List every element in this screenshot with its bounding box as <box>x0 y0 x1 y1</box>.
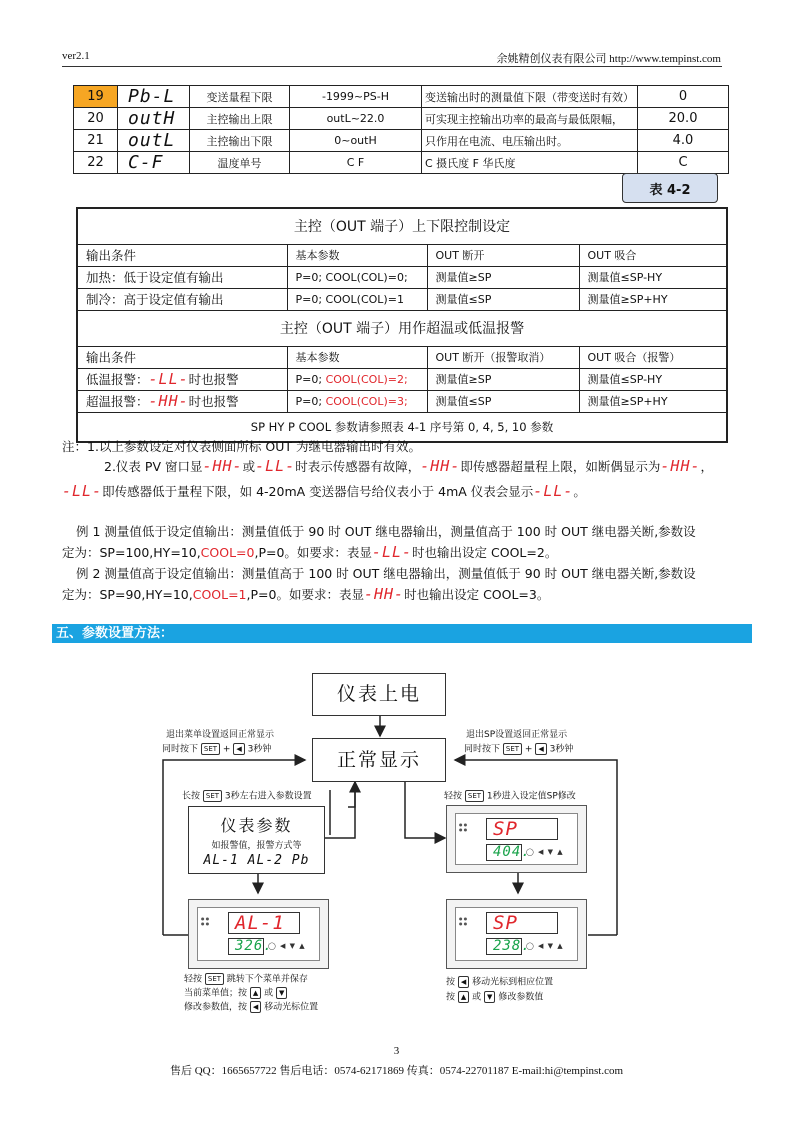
param-code: outL <box>118 130 190 152</box>
text: 或 <box>264 988 274 999</box>
param-range: 0~outH <box>290 130 422 152</box>
param-value: 20.0 <box>638 108 729 130</box>
left-arrow-key-icon: ◀ <box>250 1001 261 1013</box>
text: 跳转下个菜单并保存 <box>226 974 308 985</box>
header-version: ver2.1 <box>62 50 90 62</box>
table-row <box>77 266 727 288</box>
cell: 测量值≥SP+HY <box>579 288 727 310</box>
display-code: -LL- <box>148 370 189 388</box>
text: ,P=0。如要求：表显 <box>254 545 372 560</box>
header-divider <box>62 66 722 67</box>
cell: 测量值≥SP <box>427 266 579 288</box>
cell <box>77 390 287 412</box>
row-number: 21 <box>74 130 118 152</box>
note-2-cont <box>62 482 586 501</box>
pv-display: SP <box>486 912 558 934</box>
cell: 测量值≤SP <box>427 288 579 310</box>
params-title: 仪表参数 <box>220 816 293 835</box>
text: 同时按下 <box>162 744 199 755</box>
example-1-cont <box>62 543 557 562</box>
cell: 测量值≤SP-HY <box>579 368 727 390</box>
left-arrow-key-icon: ◀ <box>535 743 546 755</box>
meter-sp-value <box>446 899 587 969</box>
meter-panel <box>455 907 578 961</box>
display-code: -LL- <box>255 457 296 475</box>
left-arrow-key-icon: ◀ <box>233 743 244 755</box>
text: ,P=0。如要求：表显 <box>246 587 364 602</box>
pv-display: AL-1 <box>228 912 300 934</box>
param-name: 变送量程下限 <box>190 86 290 108</box>
power-on-box: 仪表上电 <box>312 673 446 716</box>
right-instruction-1 <box>446 976 553 990</box>
footer-contact: 售后 QQ：1665657722 售后电话：0574-62171869 传真：0574-22701187 E-mail:hi@tempinst.com <box>169 1065 624 1077</box>
cell-suffix: 时也报警 <box>188 372 239 387</box>
text: 当前菜单值；按 <box>184 988 248 999</box>
cell: 测量值≤SP <box>427 390 579 412</box>
param-range: C F <box>290 152 422 174</box>
display-code: -HH- <box>202 457 243 475</box>
param-range: -1999~PS-H <box>290 86 422 108</box>
cell: P=0; COOL(COL)=1 <box>287 288 427 310</box>
meter-buttons: ◯ ◀ ▼ ▲ <box>268 942 306 950</box>
display-code: -HH- <box>148 392 189 410</box>
text: 定为：SP=90,HY=10, <box>62 587 193 602</box>
text: 3秒钟 <box>549 744 574 755</box>
meter-panel <box>455 813 578 865</box>
left-arrow-key-icon: ◀ <box>458 976 469 988</box>
table-row <box>74 86 729 108</box>
cell-prefix: 超温报警： <box>86 394 149 409</box>
sv-display: 238. <box>486 938 522 955</box>
text: 时也输出设定 COOL=3。 <box>404 587 550 602</box>
text: 2.仪表 PV 窗口显 <box>104 459 203 474</box>
text: 即传感器超量程上限，如断偶显示为 <box>460 459 661 474</box>
text: 3秒钟 <box>247 744 272 755</box>
status-leds: ● ● ● ● <box>459 916 468 926</box>
display-code: -LL- <box>371 543 413 561</box>
param-code: C-F <box>118 152 190 174</box>
text: 时表示传感器有故障， <box>295 459 421 474</box>
param-code: Pb-L <box>118 86 190 108</box>
long-press-label <box>182 790 312 804</box>
status-leds: ● ● ● ● <box>459 822 468 832</box>
table-row <box>77 390 727 412</box>
text: ， <box>700 459 714 474</box>
param-name: 主控输出上限 <box>190 108 290 130</box>
exit-sp-keys <box>464 743 573 757</box>
cell: P=0; COOL(COL)=0; <box>287 266 427 288</box>
header-company: 余姚精创仪表有限公司 http://www.tempinst.com <box>496 53 721 65</box>
table-row <box>77 288 727 310</box>
normal-display-box: 正常显示 <box>312 738 446 782</box>
column-header: OUT 断开 <box>427 244 579 266</box>
meter-sp-edit <box>446 805 587 873</box>
sv-display: 326. <box>228 938 264 955</box>
cell: 制冷：高于设定值有输出 <box>77 288 287 310</box>
param-desc: 变送输出时的测量值下限（带变送时有效） <box>422 86 638 108</box>
column-header: OUT 断开（报警取消） <box>427 346 579 368</box>
down-arrow-key-icon: ▼ <box>484 991 495 1003</box>
display-code: -HH- <box>660 457 701 475</box>
table-row <box>74 108 729 130</box>
text: 定为：SP=100,HY=10, <box>62 545 201 560</box>
set-key-icon: SET <box>465 790 484 802</box>
text: 修改参数值，按 <box>184 1002 248 1013</box>
column-header: 基本参数 <box>287 244 427 266</box>
table-label: 表 4-2 <box>622 173 718 203</box>
text: 3秒左右进入参数设置 <box>224 791 312 802</box>
text: 。 <box>573 484 586 499</box>
short-press-label <box>444 790 576 804</box>
page-number: 3 <box>393 1045 400 1057</box>
text: 按 <box>446 977 456 988</box>
text: 或 <box>472 992 482 1003</box>
text: 轻按 <box>444 791 463 802</box>
cell: 测量值≥SP <box>427 368 579 390</box>
display-code: -LL- <box>62 482 103 500</box>
right-instruction-2 <box>446 991 543 1005</box>
section-heading: 五、参数设置方法： <box>52 624 752 643</box>
text: 移动光标位置 <box>264 1002 319 1013</box>
param-desc: 只作用在电流、电压输出时。 <box>422 130 638 152</box>
cell-prefix: 低温报警： <box>86 372 149 387</box>
left-instruction-2 <box>184 987 287 1001</box>
left-instruction-1 <box>184 973 308 987</box>
cell: 测量值≥SP+HY <box>579 390 727 412</box>
column-header: 输出条件 <box>77 244 287 266</box>
left-instruction-3 <box>184 1001 318 1015</box>
table-footnote: SP HY P COOL 参数请参照表 4-1 序号第 0, 4, 5, 10 参数 <box>77 412 727 442</box>
text: 轻按 <box>184 974 203 985</box>
display-code: -HH- <box>420 457 461 475</box>
param-value: C <box>638 152 729 174</box>
up-arrow-key-icon: ▲ <box>250 987 261 999</box>
sv-display: 404. <box>486 844 522 861</box>
text: 长按 <box>182 791 201 802</box>
example-1: 例 1 测量值低于设定值输出：测量值低于 90 时 OUT 继电器输出，测量值高于 100 时 OUT 继电器关断,参数设 <box>76 524 696 539</box>
text: 或 <box>242 459 256 474</box>
cool-value: COOL=1 <box>192 587 247 602</box>
text: 1秒进入设定值SP修改 <box>486 791 576 802</box>
down-arrow-key-icon: ▼ <box>276 987 287 999</box>
row-number: 19 <box>74 86 118 108</box>
column-header: OUT 吸合（报警） <box>579 346 727 368</box>
column-header: OUT 吸合 <box>579 244 727 266</box>
exit-menu-label: 退出菜单设置返回正常显示 <box>166 730 275 740</box>
cell <box>287 390 427 412</box>
cell: 加热：低于设定值有输出 <box>77 266 287 288</box>
pv-display: SP <box>486 818 558 840</box>
param-range: outL~22.0 <box>290 108 422 130</box>
parameter-table <box>73 85 729 174</box>
param-code: outH <box>118 108 190 130</box>
param-value: 0 <box>638 86 729 108</box>
table-row <box>74 130 729 152</box>
text: 修改参数值 <box>498 992 544 1003</box>
text: 移动光标到相应位置 <box>472 977 554 988</box>
cool-param: COOL(COL)=2; <box>325 372 408 386</box>
cell <box>287 368 427 390</box>
cell: 测量值≤SP-HY <box>579 266 727 288</box>
text: 按 <box>446 992 456 1003</box>
table-row <box>74 152 729 174</box>
example-2: 例 2 测量值高于设定值输出：测量值高于 100 时 OUT 继电器输出，测量值低于 90 时 OUT 继电器关断,参数设 <box>76 566 696 581</box>
cool-param: COOL(COL)=3; <box>325 394 408 408</box>
param-value: 4.0 <box>638 130 729 152</box>
set-key-icon: SET <box>205 973 224 985</box>
text: 时也输出设定 COOL=2。 <box>412 545 558 560</box>
column-header: 基本参数 <box>287 346 427 368</box>
note-2 <box>104 457 713 476</box>
params-subtitle: 如报警值，报警方式等 <box>211 841 302 851</box>
meter-alarm-param <box>188 899 329 969</box>
set-key-icon: SET <box>203 790 222 802</box>
table-row <box>77 368 727 390</box>
param-name: 主控输出下限 <box>190 130 290 152</box>
meter-buttons: ◯ ◀ ▼ ▲ <box>526 942 564 950</box>
example-2-cont <box>62 585 549 604</box>
note-1: 注：1.以上参数设定对仪表侧面所标 OUT 为继电器输出时有效。 <box>62 439 421 454</box>
section-title: 主控（OUT 端子）用作超温或低温报警 <box>77 310 727 346</box>
cell-suffix: 时也报警 <box>188 394 239 409</box>
text: 即传感器低于量程下限，如 4-20mA 变送器信号给仪表小于 4mA 仪表会显示 <box>102 484 534 499</box>
display-code: -HH- <box>363 585 405 603</box>
instrument-params-box <box>188 806 325 874</box>
status-leds: ● ● ● ● <box>201 916 210 926</box>
exit-sp-label: 退出SP设置返回正常显示 <box>466 730 568 740</box>
text: + <box>524 744 533 755</box>
section-title: 主控（OUT 端子）上下限控制设定 <box>77 208 727 244</box>
cool-value: COOL=0 <box>200 545 255 560</box>
cell <box>77 368 287 390</box>
p-param: P=0; <box>295 394 326 408</box>
param-desc: 可实现主控输出功率的最高与最低限幅， <box>422 108 638 130</box>
text: 同时按下 <box>464 744 501 755</box>
p-param: P=0; <box>295 372 326 386</box>
set-key-icon: SET <box>503 743 522 755</box>
row-number: 20 <box>74 108 118 130</box>
row-number: 22 <box>74 152 118 174</box>
exit-menu-keys <box>162 743 271 757</box>
text: + <box>222 744 231 755</box>
column-header: 输出条件 <box>77 346 287 368</box>
meter-panel <box>197 907 320 961</box>
param-name: 温度单号 <box>190 152 290 174</box>
meter-buttons: ◯ ◀ ▼ ▲ <box>526 848 564 856</box>
control-settings-table <box>76 207 728 443</box>
display-code: -LL- <box>533 482 574 500</box>
params-codes: AL-1 AL-2 Pb <box>203 853 310 868</box>
up-arrow-key-icon: ▲ <box>458 991 469 1003</box>
param-desc: C 摄氏度 F 华氏度 <box>422 152 638 174</box>
set-key-icon: SET <box>201 743 220 755</box>
